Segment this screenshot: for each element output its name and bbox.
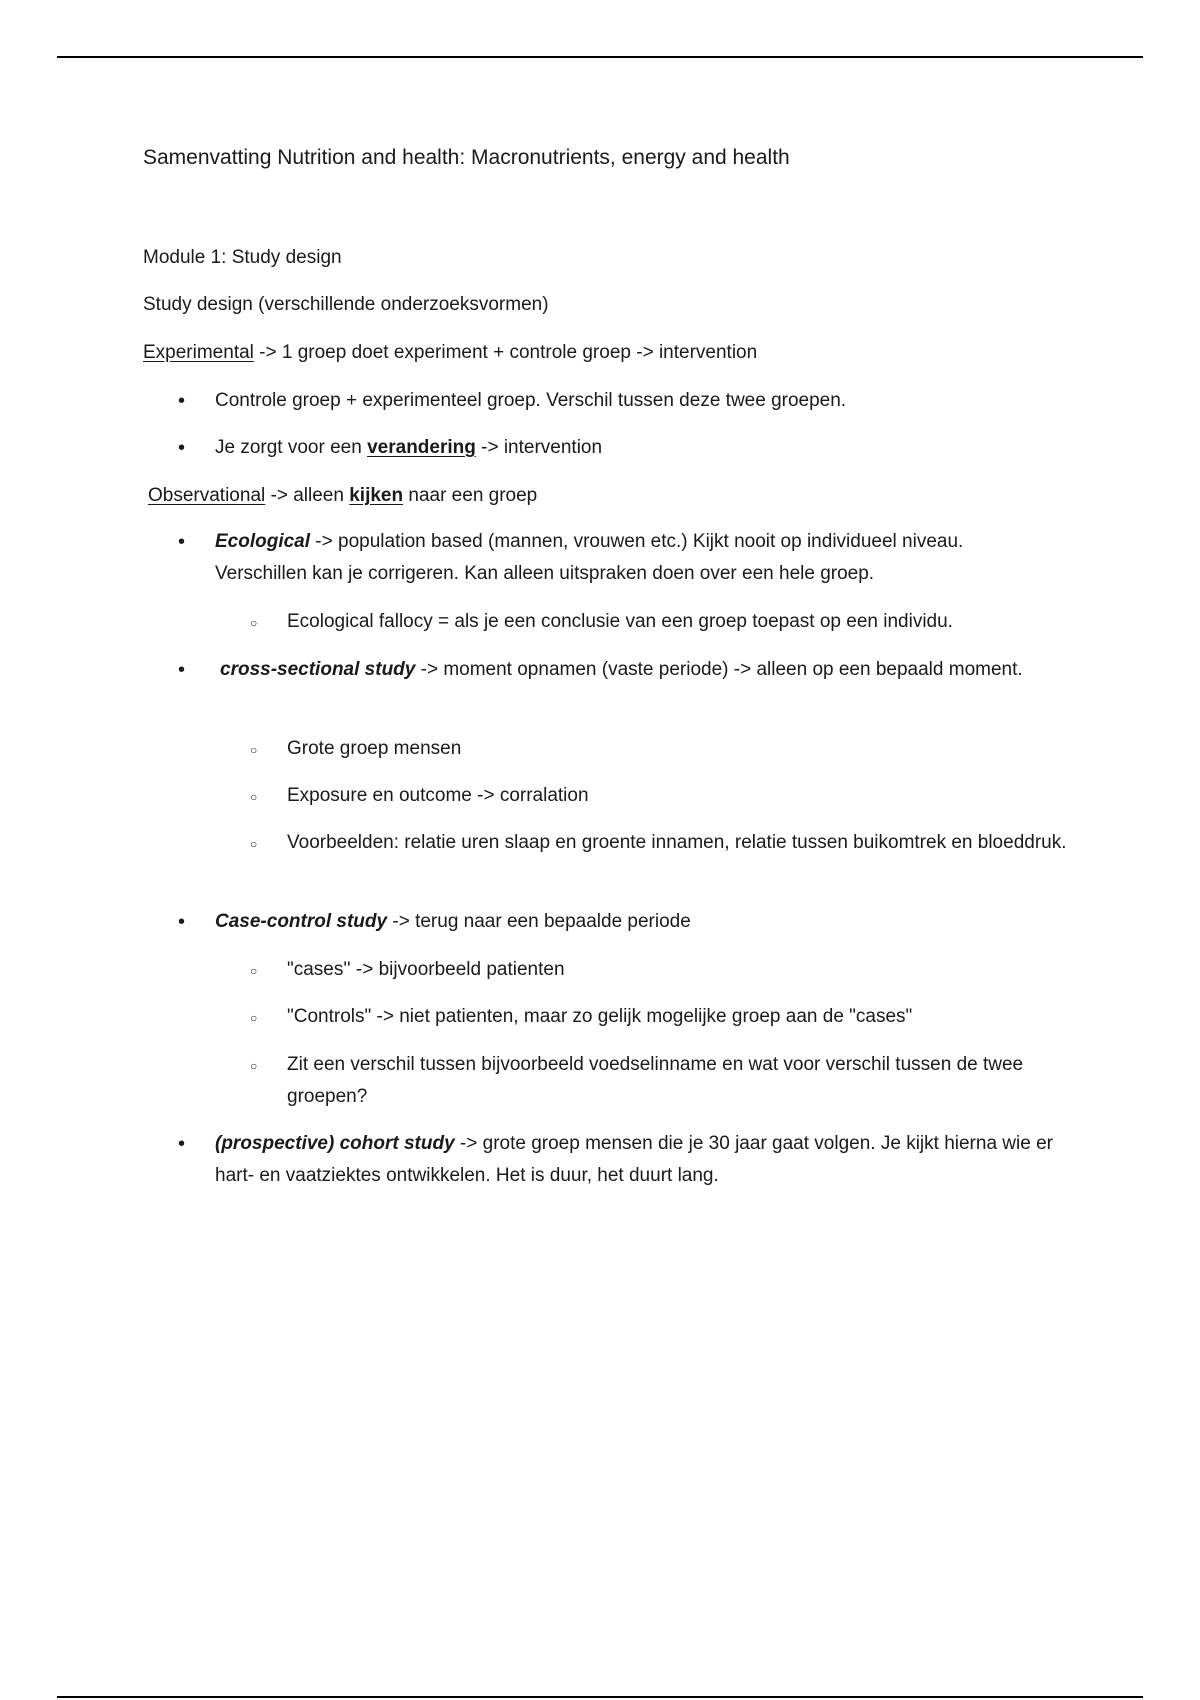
verandering-bold: verandering <box>367 437 476 458</box>
list-item <box>215 906 1055 938</box>
experimental-description: -> 1 groep doet experiment + controle groep -> intervention <box>253 342 758 363</box>
list-item <box>287 1001 1067 1033</box>
list-item <box>287 1049 1067 1113</box>
cross-sectional-sub-2: Exposure en outcome -> corralation <box>287 785 589 806</box>
observational-post: naar een groep <box>403 485 538 506</box>
experimental-line <box>143 337 757 369</box>
experimental-bullet-2-post: -> intervention <box>475 437 603 458</box>
cross-sectional-sub-1: Grote groep mensen <box>287 738 462 759</box>
observational-line <box>148 480 537 512</box>
cross-sectional-description: -> moment opnamen (vaste periode) -> alleen op een bepaald moment. <box>415 659 1023 680</box>
case-control-term: Case-control study <box>215 911 388 932</box>
case-control-description: -> terug naar een bepaalde periode <box>387 911 691 932</box>
list-item <box>287 733 1067 765</box>
list-item <box>215 1128 1055 1192</box>
cross-sectional-term: cross-sectional study <box>220 659 416 680</box>
list-item <box>215 385 1055 417</box>
observational-term: Observational <box>148 485 266 506</box>
kijken-bold: kijken <box>349 485 404 506</box>
list-item <box>287 780 1067 812</box>
case-control-sub-1: "cases'' -> bijvoorbeeld patienten <box>287 959 565 980</box>
bottom-rule <box>57 1696 1143 1698</box>
cross-sectional-sub-3: Voorbeelden: relatie uren slaap en groente innamen, relatie tussen buikomtrek en bloeddruk. <box>287 832 1067 853</box>
ecological-description: -> population based (mannen, vrouwen etc.) Kijkt nooit op individueel niveau. Verschillen kan je corrigeren. Kan alleen uitspraken doen over een hele groep. <box>215 531 964 584</box>
experimental-bullet-1: Controle groep + experimenteel groep. Verschil tussen deze twee groepen. <box>215 390 847 411</box>
experimental-term: Experimental <box>143 342 254 363</box>
section-heading: Study design (verschillende onderzoeksvormen) <box>143 294 549 315</box>
list-item <box>287 827 1067 859</box>
ecological-term: Ecological <box>215 531 311 552</box>
top-rule <box>57 56 1143 58</box>
cohort-term: (prospective) cohort study <box>215 1133 455 1154</box>
list-item <box>287 606 1067 638</box>
list-item <box>215 654 1055 686</box>
case-control-sub-3: Zit een verschil tussen bijvoorbeeld voedselinname en wat voor verschil tussen de twee groepen? <box>287 1054 1024 1107</box>
ecological-fallacy: Ecological fallocy = als je een conclusie van een groep toepast op een individu. <box>287 611 953 632</box>
observational-mid: -> alleen <box>265 485 350 506</box>
list-item <box>287 954 1067 986</box>
list-item <box>215 432 1055 464</box>
case-control-sub-2: "Controls" -> niet patienten, maar zo gelijk mogelijke groep aan de "cases" <box>287 1006 913 1027</box>
list-item <box>215 526 1055 590</box>
experimental-bullet-2-pre: Je zorgt voor een <box>215 437 368 458</box>
cohort-description: -> grote groep mensen die je 30 jaar gaat volgen. Je kijkt hierna wie er hart- en vaatziektes ontwikkelen. Het is duur, het duurt lang. <box>215 1133 1053 1186</box>
module-heading: Module 1: Study design <box>143 247 342 268</box>
document-title: Samenvatting Nutrition and health: Macronutrients, energy and health <box>143 146 790 169</box>
